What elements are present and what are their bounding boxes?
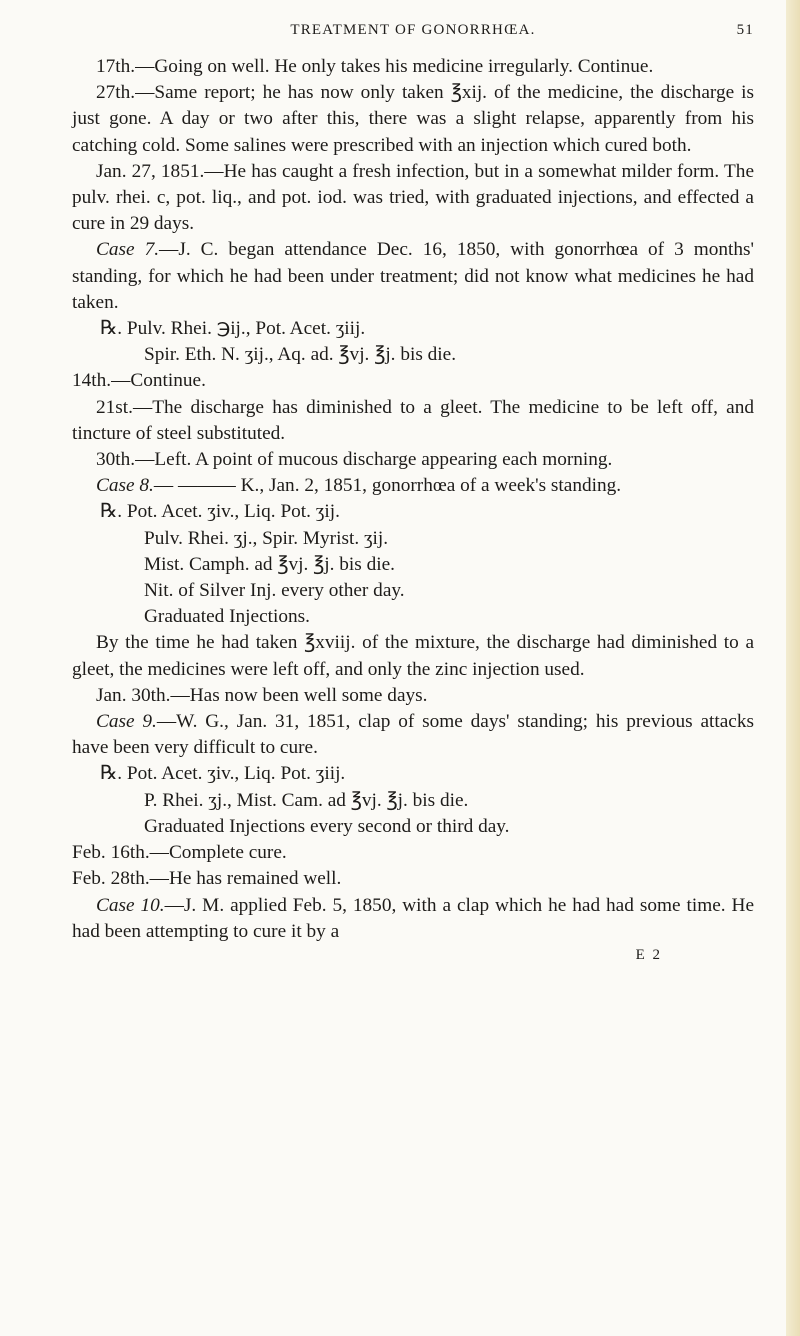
followup: By the time he had taken ℥xviij. of the mixture, the discharge had diminished to a gleet, the medicines were left off, and only the zinc injection used. (72, 632, 754, 680)
rx-line: P. Rhei. ʒj., Mist. Cam. ad ℥vj. ℥j. bis die. (144, 789, 469, 811)
followup: 21st.—The discharge has diminished to a gleet. The medicine to be left off, and tincture of steel substituted. (72, 396, 754, 444)
case-label: Case 9. (96, 711, 157, 733)
page-edge (786, 0, 800, 1336)
case-label: Case 7. (96, 239, 160, 261)
rx-line: Graduated Injections. (144, 606, 310, 628)
case-text: —J. C. began attendance Dec. 16, 1850, with gonorrhœa of 3 months' standing, for which he had been under treatment; did not know what medicines he had taken. (72, 239, 755, 313)
followup: 14th.—Continue. (72, 370, 206, 392)
case-text: —J. M. applied Feb. 5, 1850, with a clap which he had had some time. He had been attempting to cure it by a (72, 894, 755, 942)
rx-line: ℞. Pulv. Rhei. ℈ij., Pot. Acet. ʒiij. (100, 318, 366, 340)
prescription-case-7 (72, 316, 754, 368)
case-label: Case 8. (96, 475, 154, 497)
page-number: 51 (736, 22, 754, 38)
running-header (72, 20, 754, 54)
page-body (72, 54, 754, 945)
followup: Jan. 30th.—Has now been well some days. (96, 684, 428, 706)
followup: Feb. 28th.—He has remained well. (72, 868, 342, 890)
rx-line: Pulv. Rhei. ʒj., Spir. Myrist. ʒij. (144, 527, 389, 549)
case-9-intro (72, 709, 754, 761)
case-10-intro (72, 893, 754, 945)
case-label: Case 10. (96, 894, 165, 916)
signature-mark: E 2 (635, 946, 662, 963)
paragraph: 17th.—Going on well. He only takes his medicine irregularly. Continue. (96, 56, 654, 77)
prescription-case-9 (72, 761, 754, 840)
prescription-case-8 (72, 499, 754, 630)
rx-line: Spir. Eth. N. ʒij., Aq. ad. ℥vj. ℥j. bis die. (144, 344, 457, 366)
followup: 30th.—Left. A point of mucous discharge appearing each morning. (96, 449, 613, 471)
case-text: —W. G., Jan. 31, 1851, clap of some days' standing; his previous attacks have been very difficult to cure. (72, 711, 755, 759)
case-8-intro (72, 473, 754, 499)
paragraph: Jan. 27, 1851.—He has caught a fresh infection, but in a somewhat milder form. The pulv. rhei. c, pot. liq., and pot. iod. was tried, with graduated injections, and effected a cure in 29 days. (72, 160, 754, 235)
rx-line: ℞. Pot. Acet. ʒiv., Liq. Pot. ʒiij. (100, 763, 346, 785)
case-7-intro (72, 237, 754, 316)
running-title: TREATMENT OF GONORRHŒA. (290, 22, 536, 38)
rx-line: ℞. Pot. Acet. ʒiv., Liq. Pot. ʒij. (100, 501, 340, 523)
rx-line: Graduated Injections every second or third day. (144, 815, 510, 837)
followup: Feb. 16th.—Complete cure. (72, 842, 287, 864)
rx-line: Nit. of Silver Inj. every other day. (144, 580, 405, 602)
case-text: — ——— K., Jan. 2, 1851, gonorrhœa of a week's standing. (153, 475, 622, 497)
rx-line: Mist. Camph. ad ℥vj. ℥j. bis die. (144, 553, 395, 575)
paragraph: 27th.—Same report; he has now only taken ℥xij. of the medicine, the discharge is just gone. A day or two after this, there was a slight relapse, apparently from his catching cold. Some salines were prescribed with an injection which cured both. (72, 82, 754, 156)
